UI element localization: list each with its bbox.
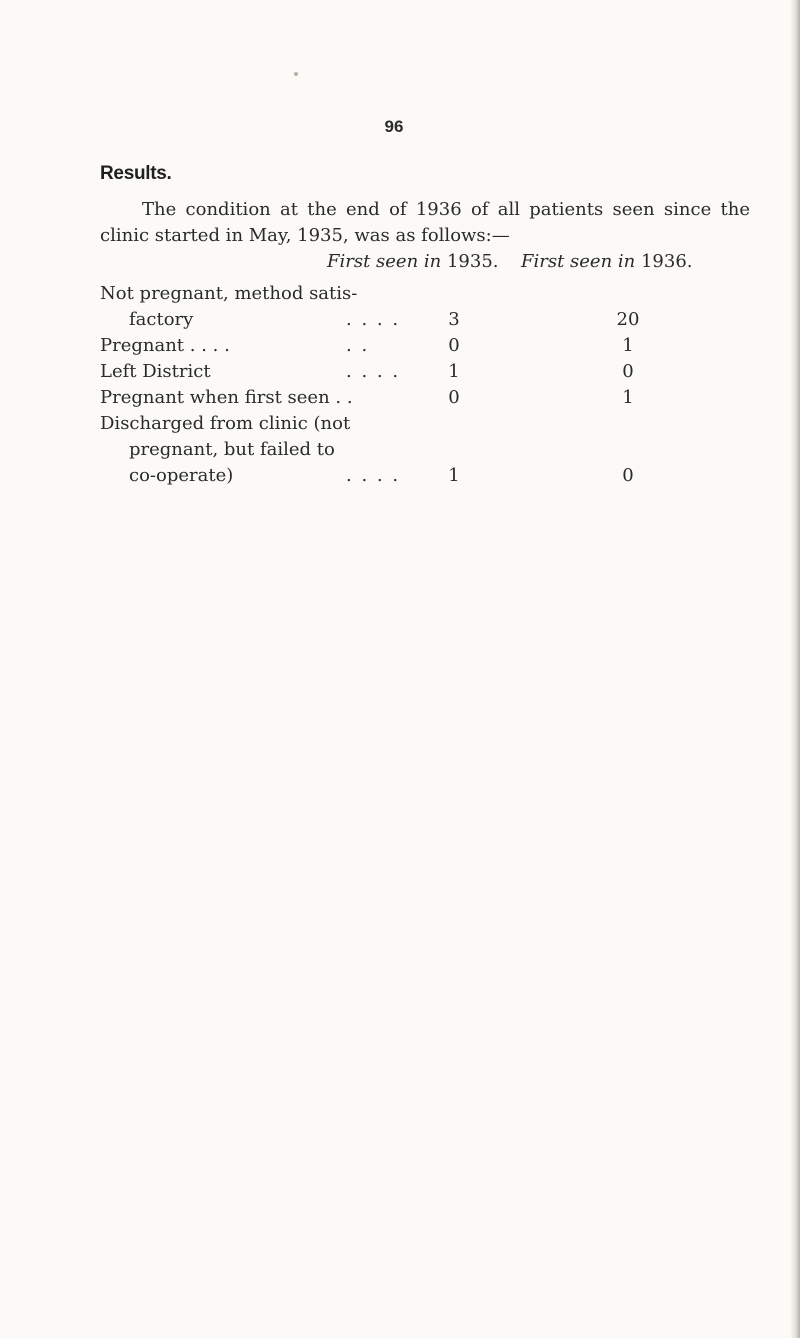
column-header-1936 <box>521 251 693 272</box>
column-header-1935-prefix: First seen in <box>327 251 442 272</box>
value-1935: 0 <box>448 335 460 356</box>
value-1935: 3 <box>448 309 460 330</box>
value-1935: 1 <box>448 361 460 382</box>
value-1936: 0 <box>622 465 634 486</box>
page-number: 96 <box>384 117 404 136</box>
row-label-line: Left District <box>100 361 211 382</box>
table-row-not-pregnant <box>100 281 700 333</box>
intro-paragraph: The condition at the end of 1936 of all patients seen since the clinic started in May, 1935, was as follows:— <box>100 199 750 246</box>
leader-dots: . . . . <box>346 309 401 330</box>
value-1936: 20 <box>616 309 640 330</box>
table-row-pregnant-when-first-seen <box>100 385 700 411</box>
value-1935: 1 <box>448 465 460 486</box>
value-1936: 0 <box>622 361 634 382</box>
row-label-line: factory <box>129 309 194 330</box>
table-row-pregnant <box>100 333 700 359</box>
row-label-line: Pregnant . . . . <box>100 335 230 356</box>
value-1936: 1 <box>622 335 634 356</box>
table-row-left-district <box>100 359 700 385</box>
column-header-1935 <box>327 251 499 272</box>
value-1935: 0 <box>448 387 460 408</box>
row-label-line: pregnant, but failed to <box>129 439 335 460</box>
table-row-discharged <box>100 411 700 489</box>
scan-speck <box>294 72 298 76</box>
results-table <box>100 281 700 489</box>
section-heading: Results. <box>100 163 172 184</box>
value-1936: 1 <box>622 387 634 408</box>
leader-dots: . . . . <box>346 361 401 382</box>
row-label-line: Pregnant when first seen . . <box>100 387 353 408</box>
scan-edge-shadow <box>790 0 800 1338</box>
row-label-line: Discharged from clinic (not <box>100 413 351 434</box>
row-label-line: co-operate) <box>129 465 234 486</box>
column-header-1936-year: 1936. <box>640 251 693 272</box>
leader-dots: . . . . <box>346 465 401 486</box>
column-header-1936-prefix: First seen in <box>521 251 636 272</box>
leader-dots: . . <box>346 335 370 356</box>
column-header-1935-year: 1935. <box>446 251 499 272</box>
row-label-line: Not pregnant, method satis- <box>100 283 358 304</box>
